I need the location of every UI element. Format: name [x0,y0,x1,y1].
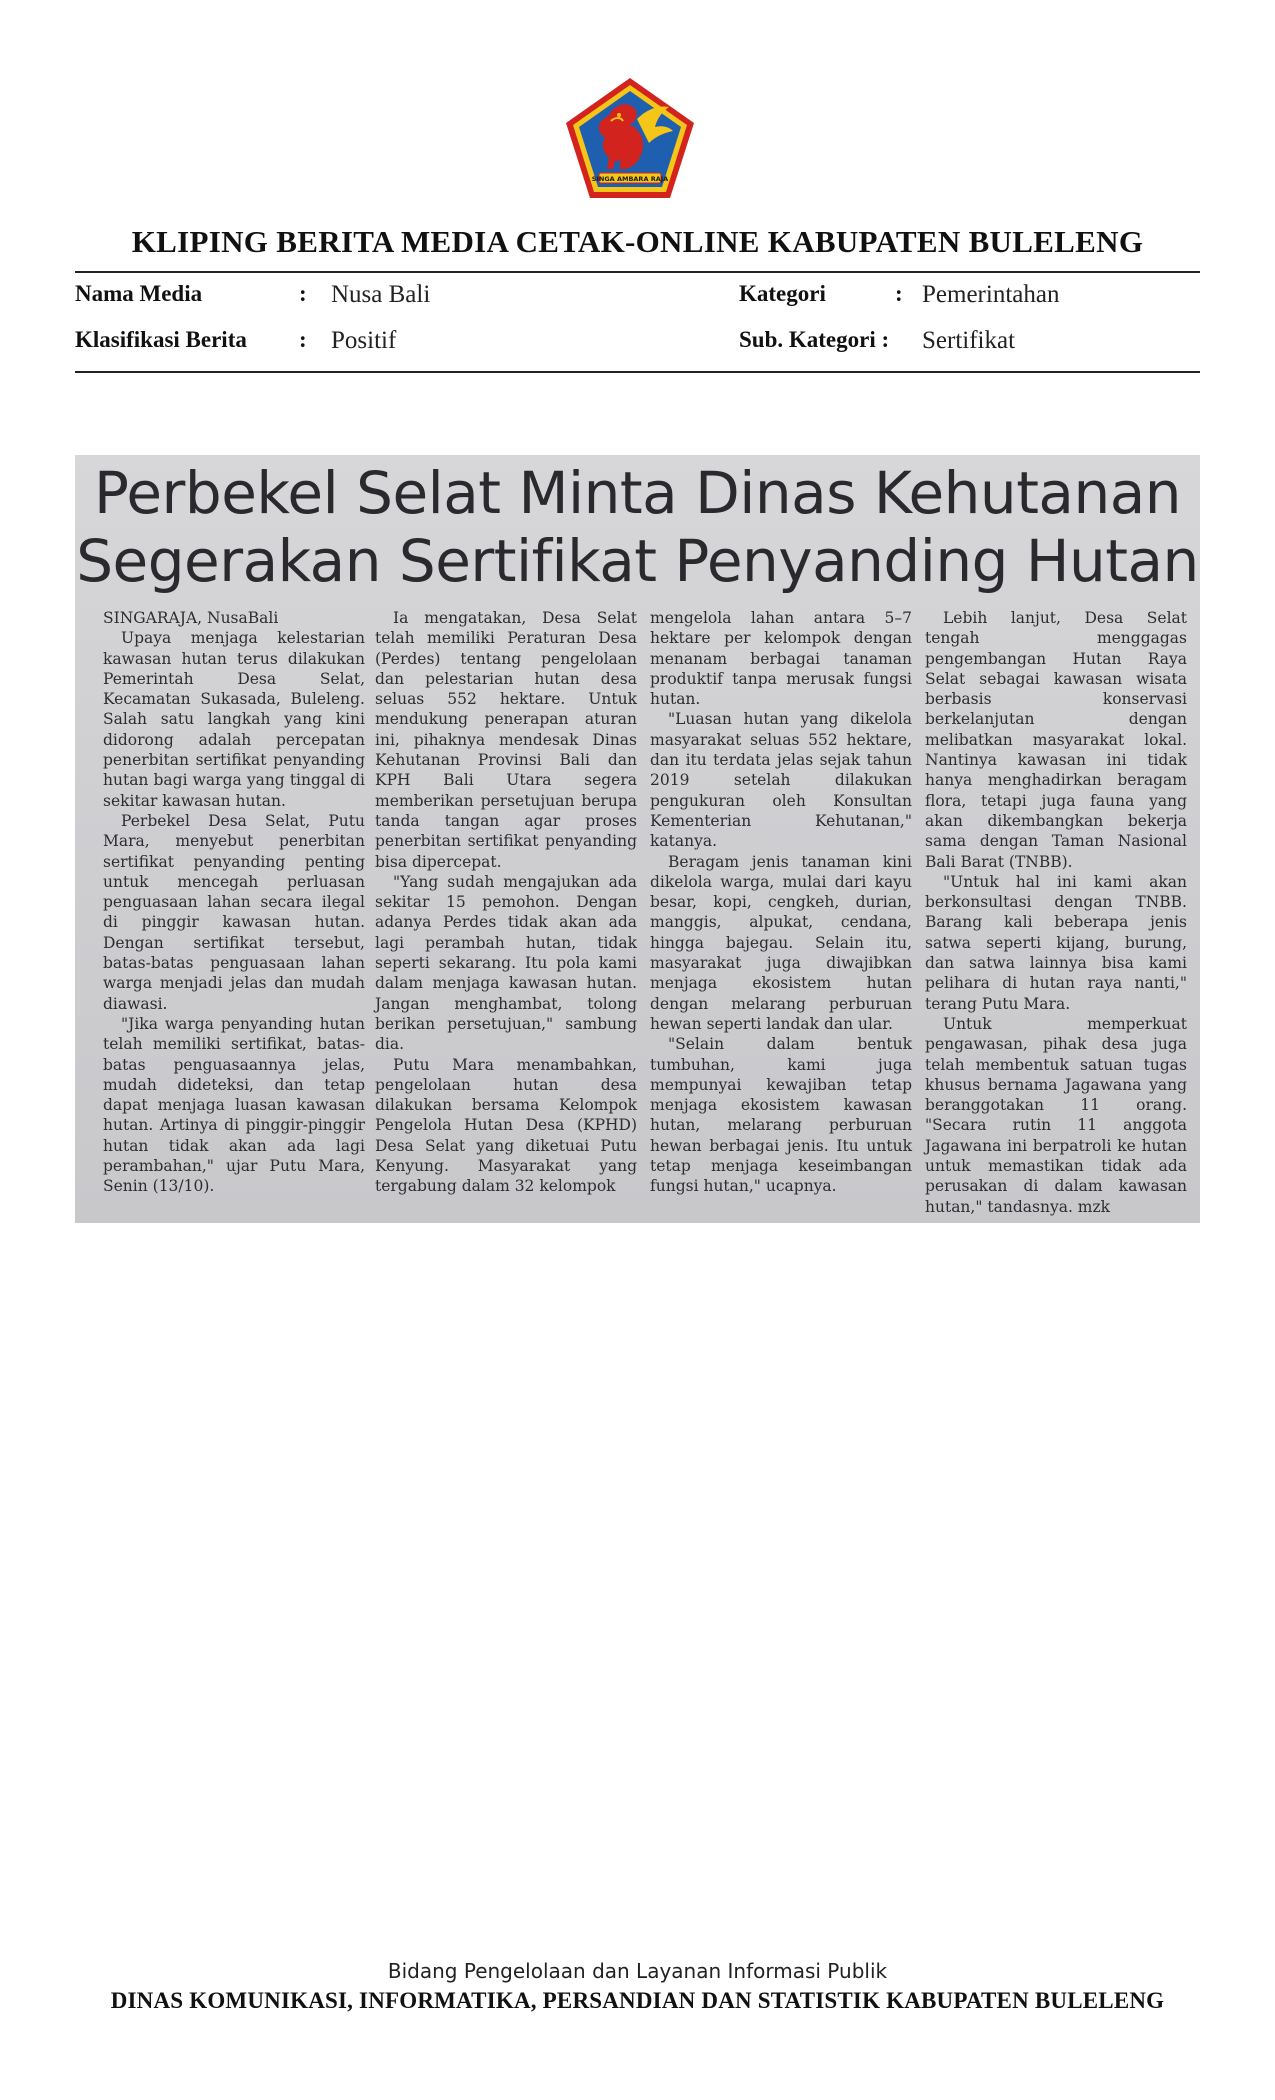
article-paragraph: Beragam jenis tanaman kini dikelola warga, mulai dari kayu besar, kopi, cengkeh, durian, manggis, alpukat, cendana, hingga bajegau. Selain itu, masyarakat juga diwajibkan menjaga ekosistem hutan dengan melarang perburuan hewan seperti landak dan ular. [650,852,912,1033]
media-name-value: Nusa Bali [331,281,431,308]
classification-label: Klasifikasi Berita [75,327,247,352]
article-paragraph: Upaya menjaga kelestarian kawasan hutan terus dilakukan Pemerintah Desa Selat, Kecamatan Sukasada, Buleleng. Salah satu langkah yang kini didorong adalah percepatan penerbitan sertifikat penyanding hutan bagi warga yang tinggal di sekitar kawasan hutan. [103,629,365,810]
page-title: KLIPING BERITA MEDIA CETAK-ONLINE KABUPATEN BULELENG [131,224,1144,259]
footer-division: Bidang Pengelolaan dan Layanan Informasi Publik [387,1959,888,1983]
newspaper-clipping [75,455,1200,1223]
category-value: Pemerintahan [922,281,1060,308]
article-byline: SINGARAJA, NusaBali [103,609,279,627]
subcategory-value: Sertifikat [922,327,1016,354]
classification-colon: : [299,327,307,352]
category-colon: : [895,281,903,306]
footer-agency: DINAS KOMUNIKASI, INFORMATIKA, PERSANDIAN DAN STATISTIK KABUPATEN BULELENG [110,1988,1165,2013]
article-paragraph: mengelola lahan antara 5–7 hektare per kelompok dengan menanam berbagai tanaman produktif tanpa merusak fungsi hutan. [650,609,912,709]
singa-ambara-raja-emblem-icon [563,75,697,201]
header-divider-top [75,271,1200,273]
article-paragraph: "Jika warga penyanding hutan telah memiliki sertifikat, batas-batas penguasaannya jelas, mudah dideteksi, dan tetap dapat menjaga luasan kawasan hutan. Artinya di pinggir-pinggir hutan tidak akan ada lagi perambahan," ujar Putu Mara, Senin (13/10). [103,1014,365,1196]
classification-value: Positif [331,327,397,354]
regency-logo [563,75,697,201]
article-paragraph: "Untuk hal ini kami akan berkonsultasi dengan TNBB. Barang kali beberapa jenis satwa seperti kijang, burung, dan satwa lainnya bisa kami pelihara di hutan raya nanti," terang Putu Mara. [925,872,1187,1013]
article-paragraph: Untuk memperkuat pengawasan, pihak desa juga telah membentuk satuan tugas khusus bernama Jagawana yang beranggotakan 11 orang. "Secara rutin 11 anggota Jagawana ini berpatroli ke hutan untuk memastikan tidak ada perusakan di dalam kawasan hutan," tandasnya. mzk [925,1014,1187,1216]
article-paragraph: Ia mengatakan, Desa Selat telah memiliki Peraturan Desa (Perdes) tentang pengelolaan dan pelestarian hutan desa seluas 552 hektare. Untuk mendukung penerapan aturan ini, pihaknya mendesak Dinas Kehutanan Provinsi Bali dan KPH Bali Utara segera memberikan persetujuan berupa tanda tangan agar proses penerbitan sertifikat penyanding bisa dipercepat. [375,609,637,871]
article-paragraph: Putu Mara menambahkan, pengelolaan hutan desa dilakukan bersama Kelompok Pengelola Hutan Desa (KPHD) Desa Selat yang diketuai Putu Kenyung. Masyarakat yang tergabung dalam 32 kelompok [375,1055,637,1196]
subcategory-label: Sub. Kategori : [739,327,890,352]
article-column-3 [650,608,912,1197]
article-column-2 [375,608,637,1197]
clipping-headline-line2: Segerakan Sertifikat Penyanding Hutan [76,527,1199,595]
article-column-1 [103,608,365,1197]
article-paragraph: Perbekel Desa Selat, Putu Mara, menyebut penerbitan sertifikat penyanding penting untuk mencegah perluasan penguasaan lahan secara ilegal di pinggir kawasan hutan. Dengan sertifikat tersebut, batas-batas penguasaan lahan warga menjadi jelas dan mudah diawasi. [103,811,365,1013]
logo-banner-text: SINGA AMBARA RAJA [591,175,669,183]
header-divider-bottom [75,371,1200,373]
article-paragraph: "Selain dalam bentuk tumbuhan, kami juga mempunyai kewajiban tetap menjaga ekosistem kawasan hutan, melarang perburuan hewan berbagai jenis. Itu untuk tetap menjaga keseimbangan fungsi hutan," ucapnya. [650,1035,912,1196]
media-name-colon: : [299,281,307,306]
category-label: Kategori [739,281,826,306]
article-paragraph: "Yang sudah mengajukan ada sekitar 15 pemohon. Dengan adanya Perdes tidak akan ada lagi perambah hutan, tidak seperti sekarang. Itu pola kami dalam menjaga kawasan hutan. Jangan menghambat, tolong berikan persetujuan," sambung dia. [375,872,637,1054]
article-paragraph: "Luasan hutan yang dikelola masyarakat seluas 552 hektare, dan itu terdata jelas sejak tahun 2019 setelah dilakukan pengukuran oleh Konsultan Kementerian Kehutanan," katanya. [650,710,912,851]
article-column-4 [925,608,1187,1217]
media-name-label: Nama Media [75,281,203,306]
clipping-headline-line1: Perbekel Selat Minta Dinas Kehutanan [93,459,1182,527]
article-paragraph: Lebih lanjut, Desa Selat tengah menggagas pengembangan Hutan Raya Selat sebagai kawasan wisata berbasis konservasi berkelanjutan dengan melibatkan masyarakat lokal. Nantinya kawasan ini tidak hanya menghadirkan beragam flora, tetapi juga fauna yang akan dikembangkan bekerja sama dengan Taman Nasional Bali Barat (TNBB). [925,609,1187,871]
